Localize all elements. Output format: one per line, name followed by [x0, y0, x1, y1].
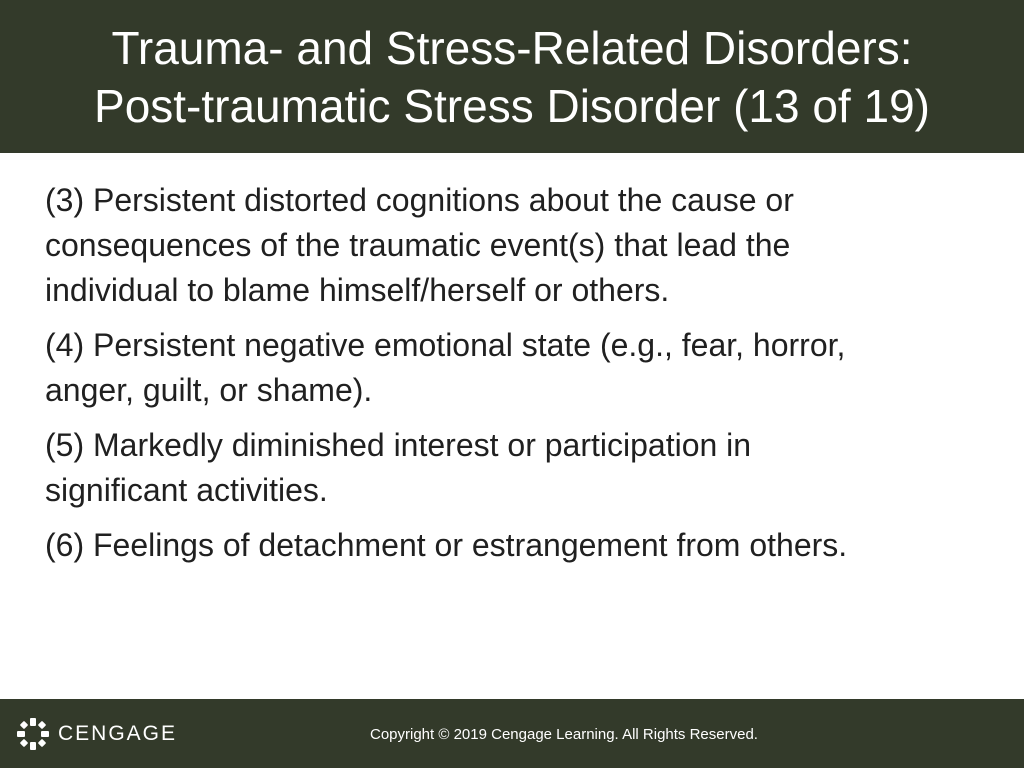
criterion-line: anger, guilt, or shame).: [45, 372, 373, 408]
criterion-item-6: [45, 523, 985, 568]
criterion-line: (5) Markedly diminished interest or participation in: [45, 427, 752, 463]
slide-footer: [0, 699, 1024, 768]
cengage-logo-icon: [16, 717, 50, 751]
criterion-line: significant activities.: [45, 472, 328, 508]
criterion-line: consequences of the traumatic event(s) that lead the: [45, 227, 791, 263]
criterion-line: individual to blame himself/herself or others.: [45, 272, 670, 308]
slide-header: [0, 0, 1024, 153]
slide-title-line-2: Post-traumatic Stress Disorder (13 of 19): [94, 79, 930, 132]
criterion-line: (3) Persistent distorted cognitions about the cause or: [45, 182, 794, 218]
logo-text: CENGAGE: [58, 722, 178, 745]
copyright-text: Copyright © 2019 Cengage Learning. All Rights Reserved.: [370, 726, 758, 743]
cengage-logo: [16, 717, 177, 751]
slide-title-line-1: Trauma- and Stress-Related Disorders:: [111, 21, 913, 74]
slide-body: [45, 178, 985, 578]
criterion-item-5: [45, 423, 985, 513]
criterion-item-4: [45, 323, 985, 413]
criterion-line: (4) Persistent negative emotional state (e.g., fear, horror,: [45, 327, 846, 363]
criterion-line: (6) Feelings of detachment or estrangement from others.: [45, 527, 848, 563]
criterion-item-3: [45, 178, 985, 313]
